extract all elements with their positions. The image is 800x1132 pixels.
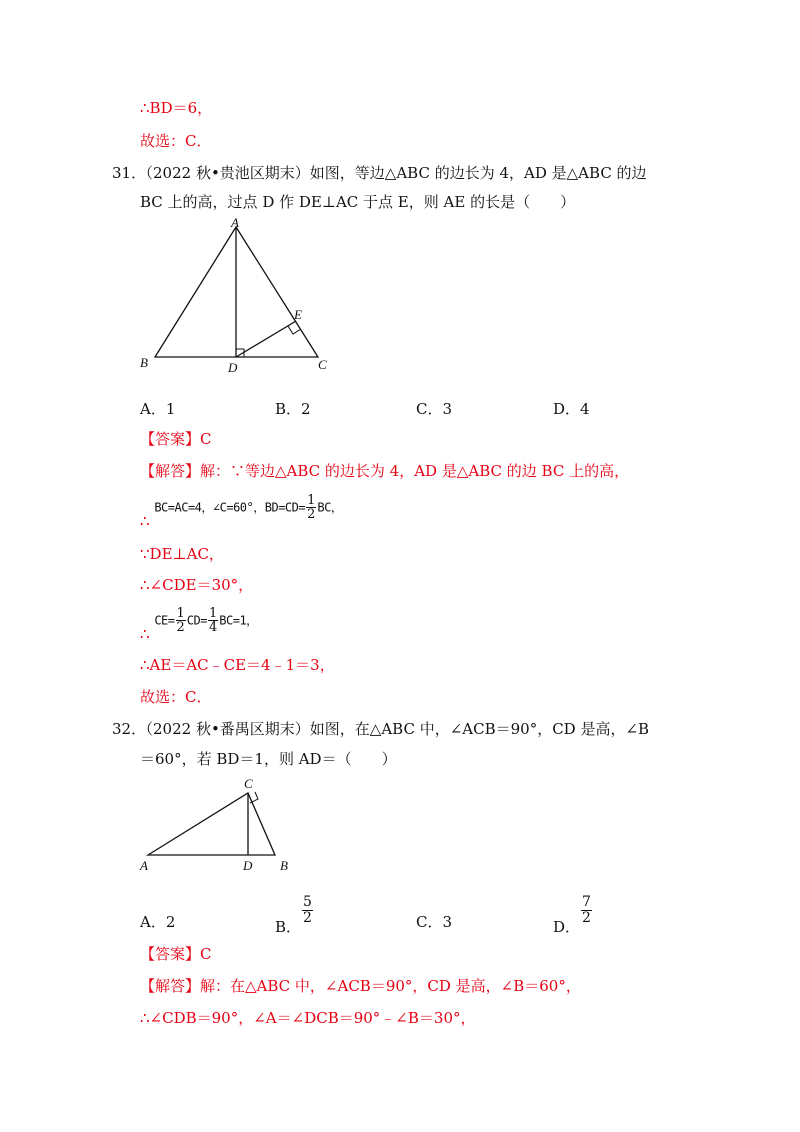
q31-solution-line5: ∴AE＝AC﹣CE＝4﹣1＝3，: [140, 656, 335, 674]
q31-option-b: B．2: [275, 400, 311, 418]
q31-solution-head: 【解答】解：∵等边△ABC 的边长为 4，AD 是△ABC 的边 BC 上的高，: [140, 462, 630, 480]
q32-label-b: B: [280, 858, 288, 873]
q32-label-d: D: [243, 858, 253, 873]
q32-option-a: A．2: [140, 913, 176, 931]
q31-option-d: D．4: [553, 400, 590, 418]
q31-label-b: B: [140, 355, 148, 370]
q31-answer: 【答案】C: [140, 430, 212, 448]
q31-solution-line2: ∵DE⊥AC，: [140, 545, 224, 563]
q31-solution-line1: ∴ BC=AC=4，∠C=60°，BD=CD= $\frac{1}{2}$ BC，: [140, 493, 343, 530]
q31-triangle-figure: [130, 215, 350, 380]
q31-label-c: C: [318, 357, 327, 372]
prev-solution-choice: 故选：C．: [140, 132, 212, 150]
q32-option-c: C．3: [416, 913, 453, 931]
q31-solution-line6: 故选：C．: [140, 688, 212, 706]
q31-solution-line4: ∴ CE= $\frac{1}{2}$ CD= $\frac{1}{4}$ BC=1，: [140, 606, 258, 643]
q32-stem-line1: （2022 秋•番禺区期末）如图，在△ABC 中，∠ACB＝90°，CD 是高，∠B: [138, 720, 650, 738]
fraction-one-half: $\frac{1}{2}$: [176, 606, 185, 635]
q32-option-b: B． $\frac{5}{2}$: [275, 894, 312, 936]
q31-number: 31．: [112, 164, 147, 182]
q31-label-e: E: [294, 307, 302, 322]
q32-label-c: C: [244, 776, 253, 791]
q32-option-d: D． $\frac{7}{2}$: [553, 894, 591, 936]
fraction-one-half: $\frac{1}{2}$: [307, 493, 316, 522]
q31-solution-line3: ∴∠CDE＝30°，: [140, 576, 254, 594]
fraction-seven-halves: $\frac{7}{2}$: [582, 894, 591, 926]
prev-solution-line: ∴BD＝6，: [140, 99, 213, 117]
fraction-one-quarter: $\frac{1}{4}$: [208, 606, 218, 635]
q31-option-c: C．3: [416, 400, 453, 418]
q31-label-d: D: [228, 360, 238, 375]
q31-stem-line2: BC 上的高，过点 D 作 DE⊥AC 于点 E，则 AE 的长是（ ）: [140, 193, 576, 211]
q32-stem-line2: ＝60°，若 BD＝1，则 AD＝（ ）: [140, 750, 397, 768]
therefore-symbol: ∴: [140, 624, 150, 643]
q32-answer: 【答案】C: [140, 945, 212, 963]
fraction-five-halves: $\frac{5}{2}$: [303, 894, 312, 926]
q32-label-a: A: [140, 858, 148, 873]
therefore-symbol: ∴: [140, 511, 150, 530]
q31-stem-line1: （2022 秋•贵池区期末）如图，等边△ABC 的边长为 4，AD 是△ABC 的边: [138, 164, 647, 182]
q32-number: 32．: [112, 720, 147, 738]
q32-solution-head: 【解答】解：在△ABC 中，∠ACB＝90°，CD 是高，∠B＝60°，: [140, 977, 581, 995]
q31-label-a: A: [231, 215, 239, 230]
q31-option-a: A．1: [140, 400, 176, 418]
q32-triangle-figure: [130, 773, 310, 873]
q32-solution-line1: ∴∠CDB＝90°，∠A＝∠DCB＝90°﹣∠B＝30°，: [140, 1009, 476, 1027]
